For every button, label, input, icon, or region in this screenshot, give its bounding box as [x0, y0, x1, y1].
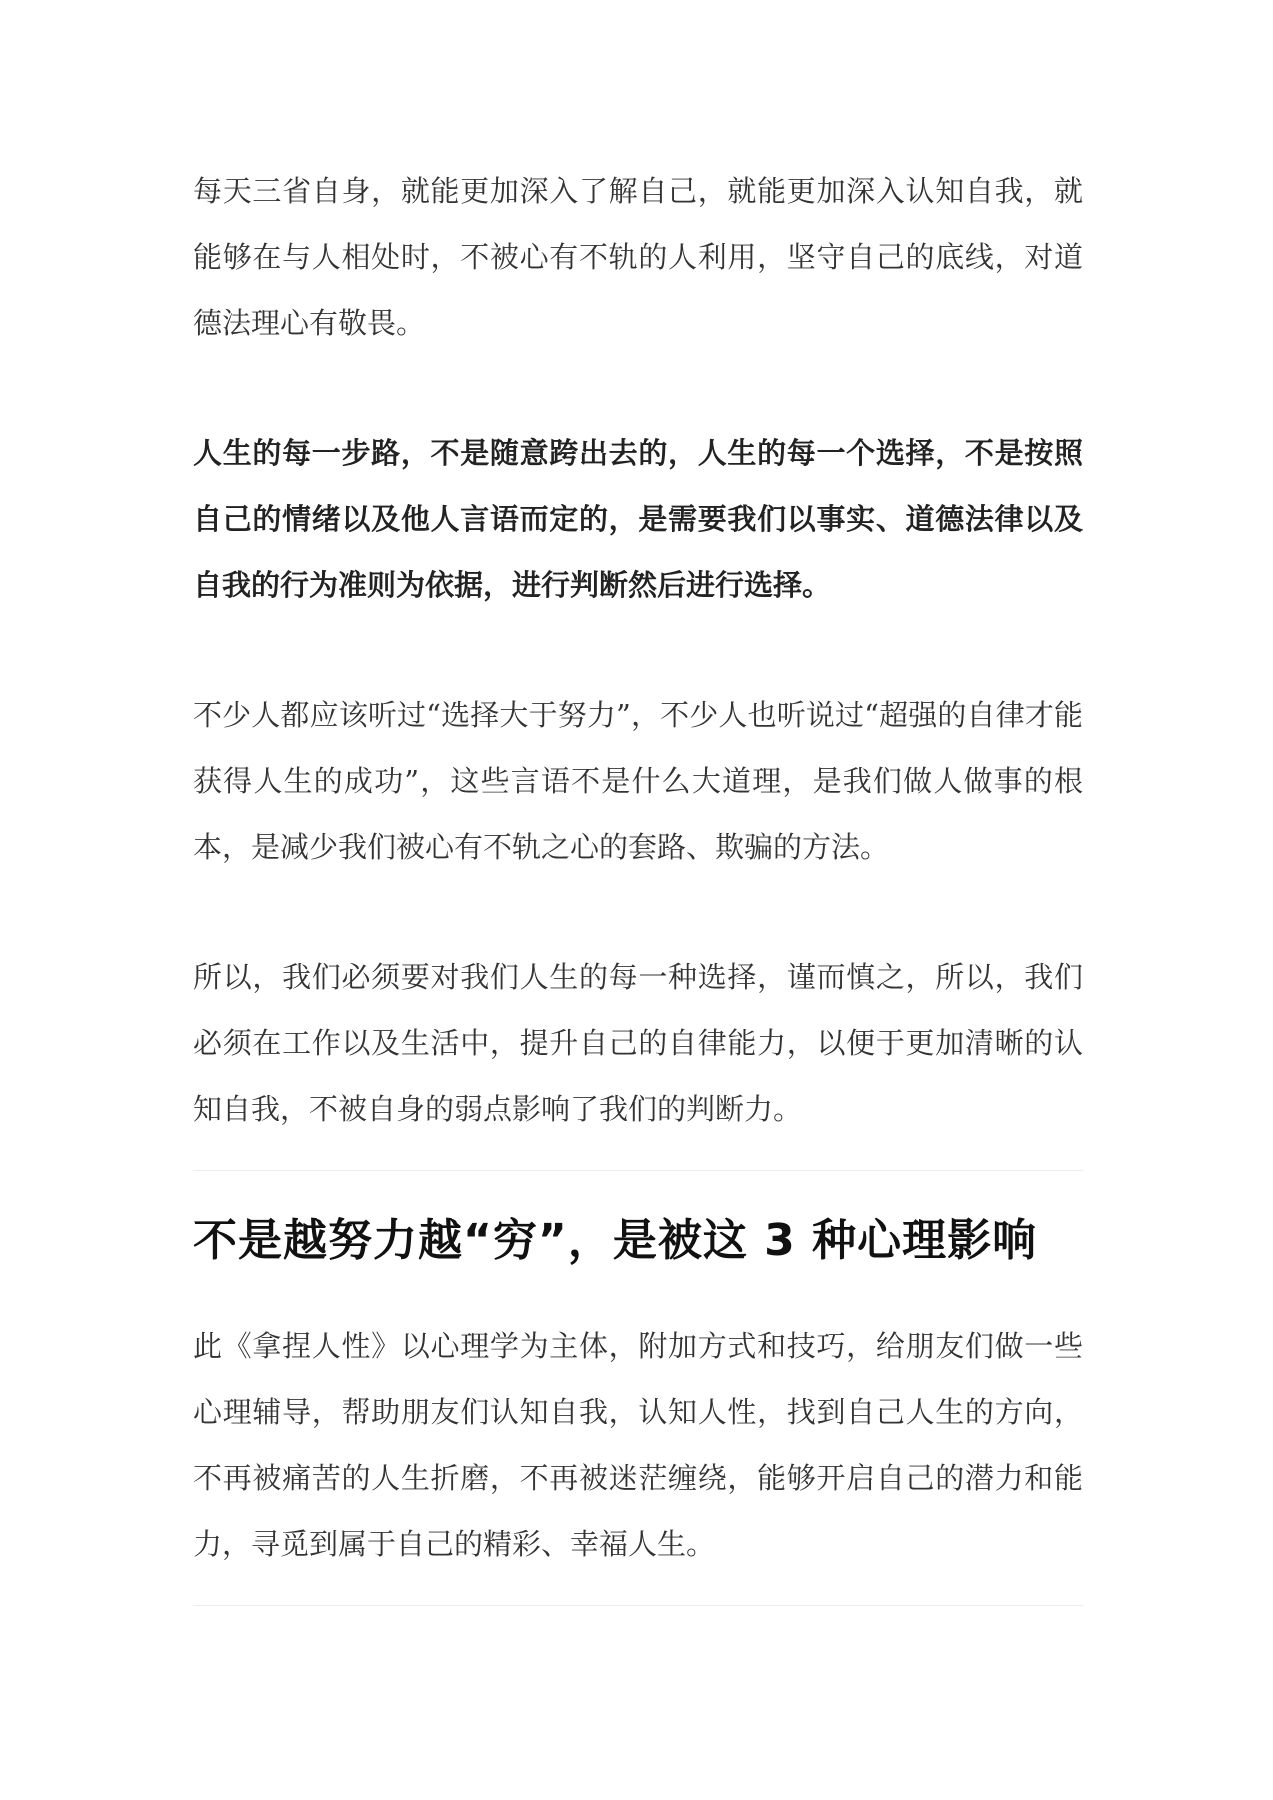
paragraph-choice-over-effort: 不少人都应该听过“选择大于努力”，不少人也听说过“超强的自律才能获得人生的成功”，这些言语不是什么大道理，是我们做人做事的根本，是减少我们被心有不轨之心的套路、欺骗的方法。 — [193, 698, 1083, 864]
section-divider-bottom — [193, 1605, 1083, 1606]
paragraph-book-intro: 此《拿捏人性》以心理学为主体，附加方式和技巧，给朋友们做一些心理辅导，帮助朋友们认知自我，认知人性，找到自己人生的方向，不再被痛苦的人生折磨，不再被迷茫缠绕，能够开启自己的潜力和能力，寻觅到属于自己的精彩、幸福人生。 — [193, 1329, 1083, 1561]
paragraph-self-reflection: 每天三省自身，就能更加深入了解自己，就能更加深入认知自我，就能够在与人相处时，不被心有不轨的人利用，坚守自己的底线，对道德法理心有敬畏。 — [193, 174, 1083, 340]
paragraph-self-discipline: 所以，我们必须要对我们人生的每一种选择，谨而慎之，所以，我们必须在工作以及生活中，提升自己的自律能力，以便于更加清晰的认知自我，不被自身的弱点影响了我们的判断力。 — [193, 960, 1083, 1126]
paragraph-life-choices-emphasis: 人生的每一步路，不是随意跨出去的，人生的每一个选择，不是按照自己的情绪以及他人言语而定的，是需要我们以事实、道德法律以及自我的行为准则为依据，进行判断然后进行选择。 — [193, 436, 1083, 602]
section-heading: 不是越努力越“穷”，是被这 3 种心理影响 — [193, 1215, 1038, 1266]
article-body — [193, 158, 1083, 1606]
